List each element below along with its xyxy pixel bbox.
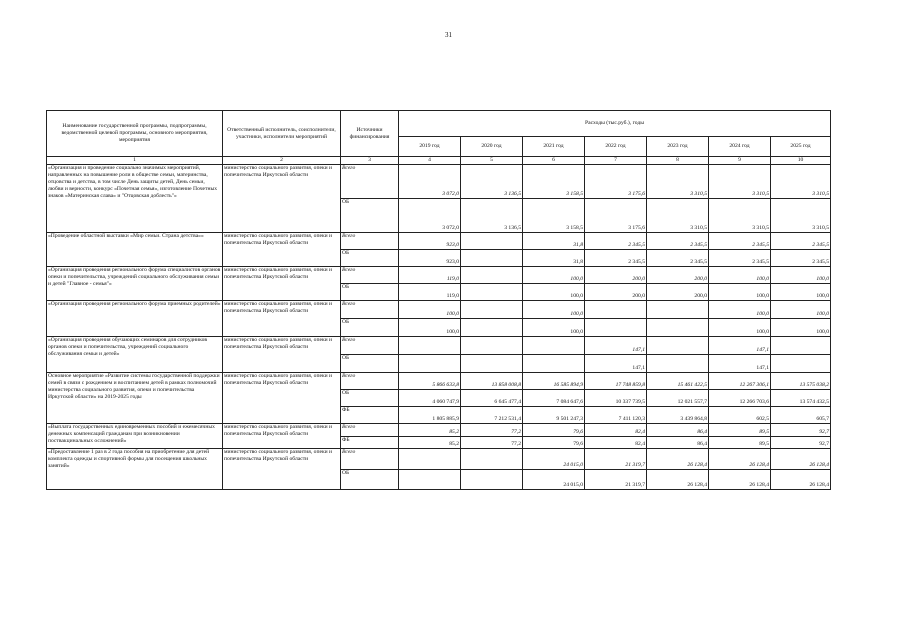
expense-value xyxy=(399,337,461,355)
expense-value: 26 128,4 xyxy=(771,470,831,490)
expense-value: 3 175,6 xyxy=(585,165,647,199)
page-number: 31 xyxy=(445,31,452,39)
activity-name: «Проведение областной выставки «Мир семьи. Страна детства»» xyxy=(47,233,223,267)
expense-value: 7 084 647,6 xyxy=(523,390,585,407)
expense-value: 100,0 xyxy=(771,301,831,319)
activity-name: «Предоставление 1 раз в 2 года пособия на приобретение для детей комплекта одежды и спортивной формы для посещения школьных занятий» xyxy=(47,449,223,490)
column-number: 2 xyxy=(223,157,341,165)
expense-value: 3 136,5 xyxy=(461,165,523,199)
expense-value: 26 128,4 xyxy=(771,449,831,470)
expense-value: 147,1 xyxy=(709,337,771,355)
expense-value xyxy=(771,355,831,373)
budget-table xyxy=(46,110,831,490)
expense-value: 77,2 xyxy=(461,424,523,437)
expense-value: 31,8 xyxy=(523,233,585,250)
expense-value xyxy=(647,355,709,373)
expense-value: 147,1 xyxy=(585,355,647,373)
expense-value: 147,1 xyxy=(709,355,771,373)
expense-value: 12 021 557,7 xyxy=(647,390,709,407)
activity-name: «Организация проведения обучающих семинаров для сотрудников органов опеки и попечительства, учреждений социального обслуживания семьи и детей» xyxy=(47,337,223,373)
expense-value: 16 585 894,9 xyxy=(523,373,585,390)
expense-value xyxy=(647,301,709,319)
expense-value: 100,0 xyxy=(771,267,831,284)
expense-value xyxy=(585,319,647,337)
activity-name: Основное мероприятие «Развитие системы государственной поддержки семей в связи с рождением и воспитанием детей в рамках полномочий министерства социального развития, опеки и попечительства Иркутской области» на 2019-2025 годы xyxy=(47,373,223,424)
expense-value xyxy=(461,449,523,470)
expense-value: 24 015,0 xyxy=(523,449,585,470)
activity-executor: министерство социального развития, опеки и попечительства Иркутской области xyxy=(223,337,341,373)
expense-value: 3 439 864,8 xyxy=(647,407,709,424)
expense-value: 100,0 xyxy=(523,284,585,301)
expense-value: 100,0 xyxy=(771,284,831,301)
expense-value: 26 128,4 xyxy=(709,470,771,490)
expense-value: 79,6 xyxy=(523,437,585,449)
expense-value: 100,0 xyxy=(709,267,771,284)
funding-source: ОБ xyxy=(341,250,399,267)
funding-source: Всего xyxy=(341,233,399,250)
expense-value: 100,0 xyxy=(399,319,461,337)
expense-value: 923,0 xyxy=(399,250,461,267)
header-year: 2022 год xyxy=(585,137,647,157)
expense-value: 100,0 xyxy=(399,301,461,319)
column-number: 4 xyxy=(399,157,461,165)
expense-value: 2 345,5 xyxy=(771,233,831,250)
header-executor-column: Ответственный исполнитель, соисполнители, участники, исполнители мероприятий xyxy=(223,111,341,157)
expense-value xyxy=(399,449,461,470)
expense-value xyxy=(399,355,461,373)
table-row xyxy=(47,373,831,390)
expense-value: 15 461 422,5 xyxy=(647,373,709,390)
expense-value xyxy=(461,284,523,301)
activity-name: «Организация проведения регионального форума приемных родителей» xyxy=(47,301,223,337)
expense-value: 13 575 038,2 xyxy=(771,373,831,390)
expense-value: 12 267 306,1 xyxy=(709,373,771,390)
expense-value: 26 128,4 xyxy=(709,449,771,470)
expense-value: 9 501 247,3 xyxy=(523,407,585,424)
expense-value xyxy=(461,355,523,373)
expense-value: 200,0 xyxy=(585,284,647,301)
table-row xyxy=(47,424,831,437)
expense-value: 3 158,5 xyxy=(523,199,585,233)
expense-value: 79,6 xyxy=(523,424,585,437)
expense-value: 82,4 xyxy=(585,437,647,449)
expense-value: 3 310,5 xyxy=(709,199,771,233)
table-row xyxy=(47,301,831,319)
expense-value: 119,0 xyxy=(399,284,461,301)
expense-value xyxy=(647,319,709,337)
expense-value: 100,0 xyxy=(709,284,771,301)
expense-value: 1 805 885,9 xyxy=(399,407,461,424)
expense-value xyxy=(461,301,523,319)
expense-value: 5 866 633,8 xyxy=(399,373,461,390)
funding-source: ФБ xyxy=(341,407,399,424)
funding-source: ФБ xyxy=(341,437,399,449)
header-expenses-column: Расходы (тыс.руб.), годы xyxy=(399,111,831,137)
expense-value: 3 175,6 xyxy=(585,199,647,233)
expense-value xyxy=(461,319,523,337)
expense-value: 26 128,4 xyxy=(647,470,709,490)
funding-source: ОБ xyxy=(341,319,399,337)
expense-value xyxy=(523,355,585,373)
column-number: 10 xyxy=(771,157,831,165)
expense-value: 21 319,7 xyxy=(585,470,647,490)
funding-source: Всего xyxy=(341,449,399,470)
header-year: 2023 год xyxy=(647,137,709,157)
column-number: 3 xyxy=(341,157,399,165)
expense-value: 2 345,5 xyxy=(709,233,771,250)
expense-value: 3 310,5 xyxy=(771,165,831,199)
expense-value: 86,4 xyxy=(647,424,709,437)
expense-value xyxy=(647,337,709,355)
expense-value: 13 858 008,8 xyxy=(461,373,523,390)
expense-value: 200,0 xyxy=(585,267,647,284)
header-source-column: Источники финансирования xyxy=(341,111,399,157)
funding-source: Всего xyxy=(341,337,399,355)
expense-value: 24 015,0 xyxy=(523,470,585,490)
column-number: 5 xyxy=(461,157,523,165)
activity-executor: министерство социального развития, опеки и попечительства Иркутской области xyxy=(223,373,341,424)
activity-executor: министерство социального развития, опеки и попечительства Иркутской области xyxy=(223,233,341,267)
expense-value: 100,0 xyxy=(771,319,831,337)
expense-value: 602,5 xyxy=(709,407,771,424)
expense-value: 13 574 432,5 xyxy=(771,390,831,407)
table-row xyxy=(47,267,831,284)
activity-name: «Выплата государственных единовременных пособий и ежемесячных денежных компенсаций гражданам при возникновении поствакцинальных осложнений» xyxy=(47,424,223,449)
activity-name: «Организация проведения регионального форума специалистов органов опеки и попечительства, учреждений социального обслуживания семьи и детей "Главное - семья"» xyxy=(47,267,223,301)
funding-source: ОБ xyxy=(341,199,399,233)
expense-value xyxy=(461,250,523,267)
expense-value: 100,0 xyxy=(523,319,585,337)
expense-value: 89,5 xyxy=(709,437,771,449)
expense-value: 3 310,5 xyxy=(771,199,831,233)
expense-value: 17 748 859,8 xyxy=(585,373,647,390)
expense-value: 3 310,5 xyxy=(647,199,709,233)
table-row xyxy=(47,165,831,199)
activity-executor: министерство социального развития, опеки и попечительства Иркутской области xyxy=(223,424,341,449)
expense-value xyxy=(461,337,523,355)
table-row xyxy=(47,233,831,250)
header-name-column: Наименование государственной программы, подпрограммы, ведомственной целевой программы, основного мероприятия, мероприятия xyxy=(47,111,223,157)
expense-value: 2 345,5 xyxy=(585,233,647,250)
table-body xyxy=(47,165,831,490)
expense-value: 89,5 xyxy=(709,424,771,437)
activity-executor: министерство социального развития, опеки и попечительства Иркутской области xyxy=(223,267,341,301)
expense-value: 85,2 xyxy=(399,424,461,437)
expense-value: 85,2 xyxy=(399,437,461,449)
expense-value: 77,2 xyxy=(461,437,523,449)
funding-source: ОБ xyxy=(341,470,399,490)
activity-executor: министерство социального развития, опеки и попечительства Иркутской области xyxy=(223,165,341,233)
expense-value: 200,0 xyxy=(647,284,709,301)
expense-value: 10 337 739,5 xyxy=(585,390,647,407)
funding-source: Всего xyxy=(341,301,399,319)
activity-executor: министерство социального развития, опеки и попечительства Иркутской области xyxy=(223,449,341,490)
expense-value: 605,7 xyxy=(771,407,831,424)
expense-value: 2 345,5 xyxy=(771,250,831,267)
header-year: 2021 год xyxy=(523,137,585,157)
expense-value: 92,7 xyxy=(771,424,831,437)
funding-source: ОБ xyxy=(341,390,399,407)
expense-value: 86,4 xyxy=(647,437,709,449)
expense-value: 100,0 xyxy=(709,301,771,319)
table-row xyxy=(47,449,831,470)
expense-value: 3 136,5 xyxy=(461,199,523,233)
expense-value: 2 345,5 xyxy=(709,250,771,267)
expense-value: 100,0 xyxy=(523,301,585,319)
activity-executor: министерство социального развития, опеки и попечительства Иркутской области xyxy=(223,301,341,337)
expense-value xyxy=(585,301,647,319)
expense-value: 7 212 531,4 xyxy=(461,407,523,424)
expense-value xyxy=(461,267,523,284)
expense-value xyxy=(771,337,831,355)
column-number: 7 xyxy=(585,157,647,165)
expense-value: 3 072,0 xyxy=(399,199,461,233)
expense-value: 100,0 xyxy=(523,267,585,284)
expense-value: 147,1 xyxy=(585,337,647,355)
header-year: 2020 год xyxy=(461,137,523,157)
expense-value: 7 411 120,3 xyxy=(585,407,647,424)
expense-value: 100,0 xyxy=(709,319,771,337)
column-number: 6 xyxy=(523,157,585,165)
expense-value xyxy=(399,470,461,490)
expense-value xyxy=(461,233,523,250)
column-number: 9 xyxy=(709,157,771,165)
funding-source: Всего xyxy=(341,373,399,390)
expense-value: 12 266 703,6 xyxy=(709,390,771,407)
expense-value: 200,0 xyxy=(647,267,709,284)
expense-value: 3 158,5 xyxy=(523,165,585,199)
funding-source: Всего xyxy=(341,165,399,199)
expense-value xyxy=(461,470,523,490)
funding-source: ОБ xyxy=(341,355,399,373)
expense-value xyxy=(523,337,585,355)
column-number: 1 xyxy=(47,157,223,165)
expense-value: 4 060 747,9 xyxy=(399,390,461,407)
expense-value: 26 128,4 xyxy=(647,449,709,470)
funding-source: Всего xyxy=(341,267,399,284)
expense-value: 3 310,5 xyxy=(647,165,709,199)
expense-value: 6 645 477,4 xyxy=(461,390,523,407)
expense-value: 2 345,5 xyxy=(585,250,647,267)
column-number: 8 xyxy=(647,157,709,165)
header-year: 2024 год xyxy=(709,137,771,157)
activity-name: «Организация и проведение социально значимых мероприятий, направленных на повышение роли в обществе семьи, материнства, отцовства и детства, в том числе День защиты детей, День семьи, любви и верности, конкурс «Почетная семья», изготовление Почетных знаков «Материнская слава» и "Отцовская доблесть"» xyxy=(47,165,223,233)
header-year: 2019 год xyxy=(399,137,461,157)
expense-value: 3 072,0 xyxy=(399,165,461,199)
expense-value: 3 310,5 xyxy=(709,165,771,199)
table-row xyxy=(47,337,831,355)
expense-value: 21 319,7 xyxy=(585,449,647,470)
expense-value: 92,7 xyxy=(771,437,831,449)
expense-value: 119,0 xyxy=(399,267,461,284)
expense-value: 2 345,5 xyxy=(647,233,709,250)
expense-value: 82,4 xyxy=(585,424,647,437)
funding-source: Всего xyxy=(341,424,399,437)
expense-value: 923,0 xyxy=(399,233,461,250)
header-year: 2025 год xyxy=(771,137,831,157)
funding-source: ОБ xyxy=(341,284,399,301)
expense-value: 2 345,5 xyxy=(647,250,709,267)
expense-value: 31,8 xyxy=(523,250,585,267)
